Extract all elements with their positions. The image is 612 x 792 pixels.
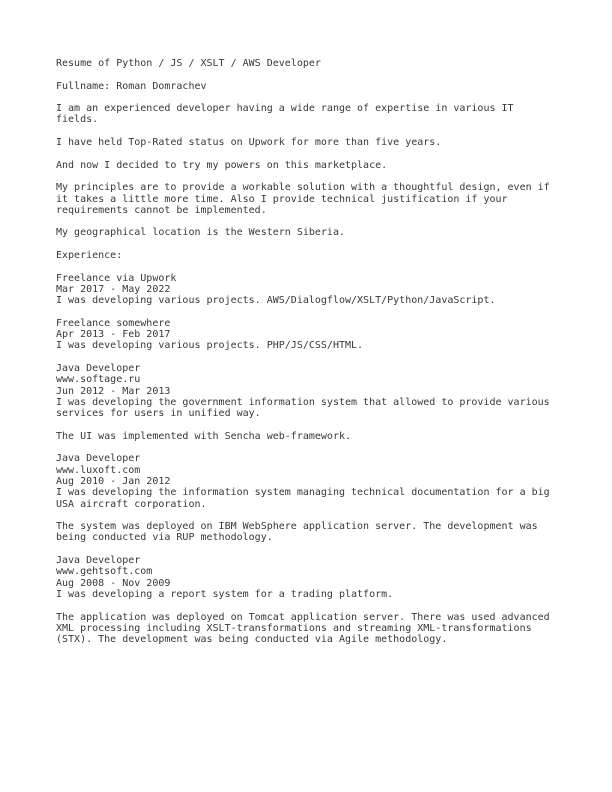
- text-line: Java Developer: [56, 453, 141, 465]
- text-line: Mar 2017 - May 2022: [56, 283, 171, 295]
- paragraph-job-luxoft: [56, 453, 550, 509]
- text-line: USA aircraft corporation.: [56, 498, 207, 510]
- text-line: The application was deployed on Tomcat application server. There was used advanced: [56, 611, 550, 623]
- text-line: I was developing various projects. PHP/JS/CSS/HTML.: [56, 340, 364, 352]
- paragraph-location: [56, 227, 550, 238]
- text-line: XML processing including XSLT-transformations and streaming XML-transformations: [56, 622, 532, 634]
- paragraph-job-luxoft-note: [56, 521, 550, 544]
- text-line: Aug 2010 - Jan 2012: [56, 475, 171, 487]
- paragraph-principles: [56, 182, 550, 216]
- text-line: www.softage.ru: [56, 374, 141, 386]
- paragraph-experience-heading: [56, 250, 550, 261]
- text-line: I was developing the information system managing technical documentation for a big: [56, 487, 550, 499]
- text-line: I was developing the government information system that allowed to provide various: [56, 396, 550, 408]
- text-line: My geographical location is the Western Siberia.: [56, 227, 345, 239]
- paragraph-job-gehtsoft-note: [56, 612, 550, 646]
- text-line: The UI was implemented with Sencha web-framework.: [56, 430, 352, 442]
- text-line: I was developing a report system for a trading platform.: [56, 588, 394, 600]
- text-line: www.luxoft.com: [56, 464, 141, 476]
- paragraph-job-upwork: [56, 273, 550, 307]
- text-line: (STX). The development was being conducted via Agile methodology.: [56, 634, 448, 646]
- text-line: I am an experienced developer having a wide range of expertise in various IT: [56, 103, 514, 115]
- text-line: Apr 2013 - Feb 2017: [56, 329, 171, 341]
- paragraph-job-freelance: [56, 318, 550, 352]
- text-line: Freelance somewhere: [56, 317, 171, 329]
- text-line: requirements cannot be implemented.: [56, 204, 267, 216]
- paragraph-intro-expertise: [56, 103, 550, 126]
- text-line: Experience:: [56, 250, 123, 262]
- text-line: it takes a little more time. Also I provide technical justification if your: [56, 193, 508, 205]
- text-line: I have held Top-Rated status on Upwork for more than five years.: [56, 137, 442, 149]
- text-line: And now I decided to try my powers on this marketplace.: [56, 159, 388, 171]
- text-line: Freelance via Upwork: [56, 272, 177, 284]
- text-line: services for users in unified way.: [56, 408, 261, 420]
- text-line: Fullname: Roman Domrachev: [56, 80, 207, 92]
- text-line: Aug 2008 - Nov 2009: [56, 577, 171, 589]
- text-line: www.gehtsoft.com: [56, 566, 153, 578]
- text-line: Jun 2012 - Mar 2013: [56, 385, 171, 397]
- paragraph-job-gehtsoft: [56, 555, 550, 600]
- text-line: being conducted via RUP methodology.: [56, 532, 273, 544]
- text-line: Java Developer: [56, 363, 141, 375]
- paragraph-fullname: [56, 81, 550, 92]
- paragraph-job-softage: [56, 363, 550, 419]
- paragraph-intro-top-rated: [56, 137, 550, 148]
- paragraph-resume-title: [56, 58, 550, 69]
- text-line: The system was deployed on IBM WebSphere application server. The development was: [56, 521, 538, 533]
- text-line: Resume of Python / JS / XSLT / AWS Developer: [56, 58, 321, 69]
- paragraph-intro-marketplace: [56, 160, 550, 171]
- text-line: My principles are to provide a workable solution with a thoughtful design, even if: [56, 182, 550, 194]
- resume-text: [56, 58, 550, 657]
- paragraph-job-softage-note: [56, 431, 550, 442]
- text-line: I was developing various projects. AWS/Dialogflow/XSLT/Python/JavaScript.: [56, 295, 496, 307]
- text-line: fields.: [56, 114, 99, 126]
- text-line: Java Developer: [56, 555, 141, 567]
